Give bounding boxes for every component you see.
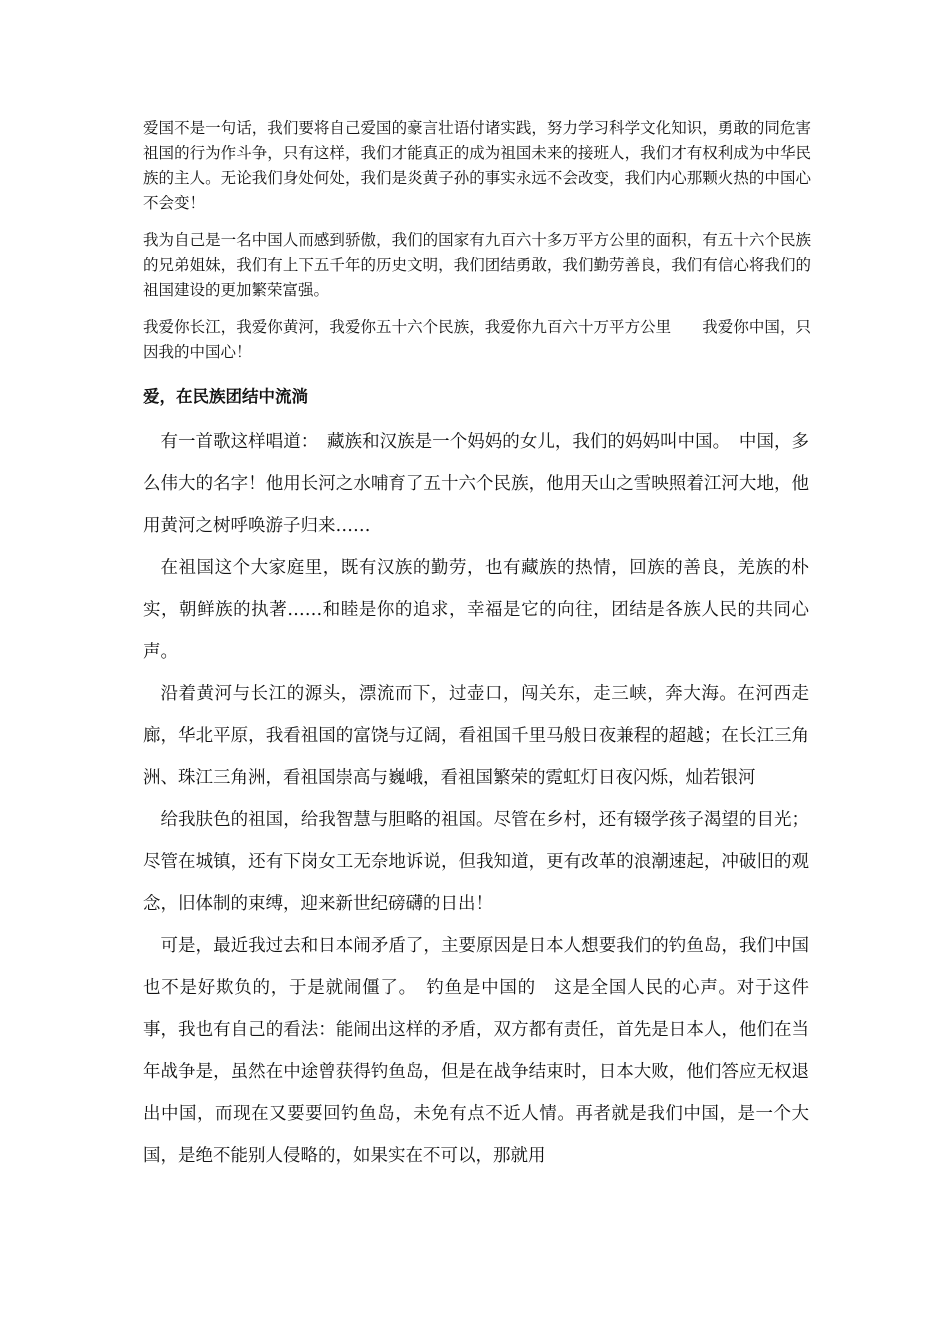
section-heading: 爱，在民族团结中流淌 [143,387,308,406]
paragraph-motherland: 给我肤色的祖国，给我智慧与胆略的祖国。尽管在乡村，还有辍学孩子渴望的目光；尽管在城镇，还有下岗女工无奈地诉说，但我知道，更有改革的浪潮速起，冲破旧的观念，旧体制的束缚，迎来新世纪磅礴的日出！ [143,810,809,914]
paragraph-proud-chinese: 我为自己是一名中国人而感到骄傲，我们的国家有九百六十多万平方公里的面积，有五十六个民族的兄弟姐妹，我们有上下五千年的历史文明，我们团结勇敢，我们勤劳善良，我们有信心将我们的祖国建设的更加繁荣富强。 [143,231,811,299]
paragraph-diaoyu: 可是，最近我过去和日本闹矛盾了，主要原因是日本人想要我们的钓鱼岛，我们中国也不是好欺负的，于是就闹僵了。 钓鱼是中国的 这是全国人民的心声。对于这件事，我也有自己的看法：能闹出这样的矛盾，双方都有责任，首先是日本人，他们在当年战争是，虽然在中途曾获得钓鱼岛，但是在战争结束时，日本大败，他们答应无权退出中国，而现在又要要回钓鱼岛，未免有点不近人情。再者就是我们中国，是一个大国，是绝不能别人侵略的，如果实在不可以，那就用 [143,936,809,1166]
paragraph-rivers: 沿着黄河与长江的源头，漂流而下，过壶口，闯关东，走三峡，奔大海。在河西走廊，华北平原，我看祖国的富饶与辽阔，看祖国千里马般日夜兼程的超越；在长江三角洲、珠江三角洲，看祖国崇高与巍峨，看祖国繁荣的霓虹灯日夜闪烁，灿若银河 [143,684,809,788]
paragraph-big-family: 在祖国这个大家庭里，既有汉族的勤劳，也有藏族的热情，回族的善良，羌族的朴实，朝鲜族的执著……和睦是你的追求，幸福是它的向往，团结是各族人民的共同心声。 [143,558,809,662]
paragraph-i-love-you: 我爱你长江，我爱你黄河，我爱你五十六个民族，我爱你九百六十万平方公里 我爱你中国，只因我的中国心！ [143,318,811,361]
paragraph-song: 有一首歌这样唱道： 藏族和汉族是一个妈妈的女儿，我们的妈妈叫中国。 中国，多么伟大的名字！他用长河之水哺育了五十六个民族，他用天山之雪映照着江河大地，他用黄河之树呼唤游子归来…… [143,432,809,536]
paragraph-patriotism-action: 爱国不是一句话，我们要将自己爱国的豪言壮语付诸实践，努力学习科学文化知识，勇敢的同危害祖国的行为作斗争，只有这样，我们才能真正的成为祖国未来的接班人，我们才有权利成为中华民族的主人。无论我们身处何处，我们是炎黄子孙的事实永远不会改变，我们内心那颗火热的中国心不会变！ [143,119,811,212]
intro-section [143,116,811,377]
main-section [143,421,809,1177]
